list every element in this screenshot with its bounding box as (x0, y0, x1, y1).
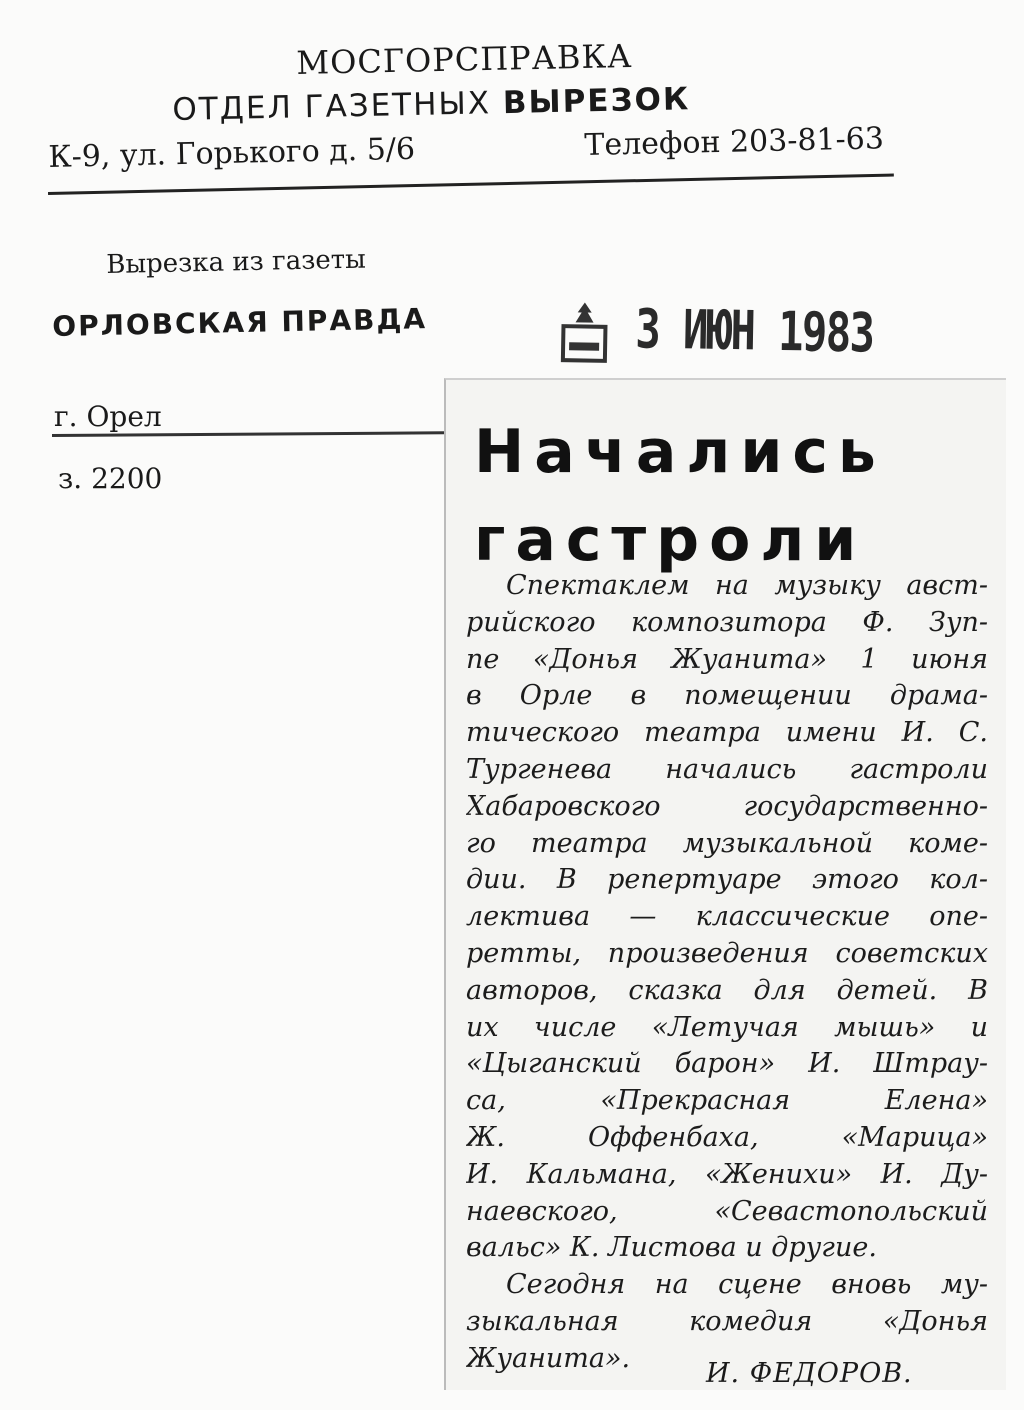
article-line: наевского, «Севастопольский (466, 1195, 988, 1227)
article-line: дии. В репертуаре этого кол- (466, 864, 988, 896)
order-number: з. 2200 (58, 462, 163, 495)
article-line: в Орле в помещении драма- (466, 680, 988, 712)
article-headline (474, 408, 886, 584)
agency-phone: Телефон 203-81-63 (584, 121, 885, 163)
department-name (172, 81, 691, 128)
date-stamp (555, 296, 976, 383)
article-line: рийского композитора Ф. Зуп- (466, 606, 988, 638)
agency-address: К-9, ул. Горького д. 5/6 (48, 131, 416, 175)
article-line: вальс» К. Листова и другие. (466, 1232, 877, 1264)
article-line: Ж. Оффенбаха, «Марица» (466, 1121, 988, 1153)
stamp-emblem-icon (559, 298, 610, 365)
article-line: зыкальная комедия «Донья (466, 1305, 988, 1337)
article-body (466, 568, 988, 1378)
article-line: Тургенева начались гастроли (466, 753, 988, 785)
newspaper-city: г. Орел (54, 400, 162, 433)
header-divider (48, 174, 894, 195)
newspaper-name: ОРЛОВСКАЯ ПРАВДА (52, 302, 428, 343)
article-author: И. ФЕДОРОВ. (706, 1358, 913, 1389)
article-line: авторов, сказка для детей. В (466, 974, 988, 1006)
agency-name: МОСГОРСПРАВКА (296, 36, 633, 82)
department-name-part1: ОТДЕЛ ГАЗЕТНЫХ (172, 85, 492, 128)
article-line: Жуанита». (466, 1342, 631, 1374)
article-line: лектива — классические опе- (466, 901, 988, 933)
article-line: Сегодня на сцене вновь му- (506, 1269, 988, 1301)
article-line: Спектаклем на музыку авст- (506, 570, 988, 601)
department-name-part2: ВЫРЕЗОК (502, 81, 691, 122)
article-line: Хабаровского государственно- (466, 790, 988, 822)
article-line: го театра музыкальной коме- (466, 827, 988, 859)
article-line: И. Кальмана, «Женихи» И. Ду- (466, 1158, 988, 1190)
article-line: пе «Донья Жуанита» 1 июня (466, 643, 988, 675)
clipping-label: Вырезка из газеты (106, 244, 367, 280)
headline-line-1: Начались (474, 417, 886, 487)
article-line: ретты, произведения советских (466, 937, 988, 969)
stamp-date: 3 ИЮН 1983 (634, 297, 874, 365)
article-line: «Цыганский барон» И. Штрау- (466, 1048, 988, 1080)
article-line: са, «Прекрасная Елена» (466, 1085, 988, 1117)
article-line: тического театра имени И. С. (466, 717, 988, 749)
headline-line-2: гастроли (474, 505, 867, 575)
article-line: их числе «Летучая мышь» и (466, 1011, 988, 1043)
